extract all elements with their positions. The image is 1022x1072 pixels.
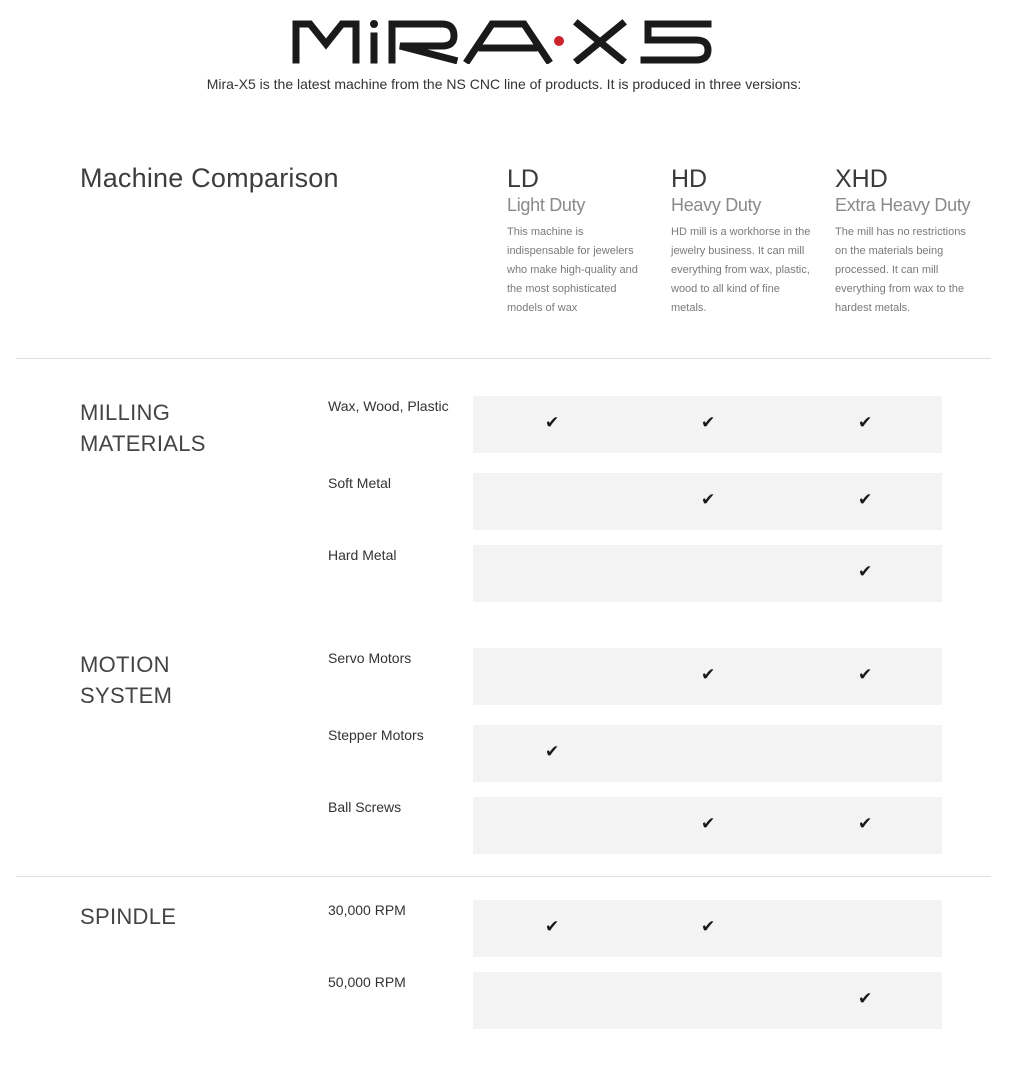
feature-label: 50,000 RPM (328, 974, 406, 990)
check-icon: ✔ (858, 490, 873, 510)
check-icon: ✔ (701, 665, 716, 685)
section-title-milling-materials: MILLING MATERIALS (80, 400, 206, 456)
feature-label: 30,000 RPM (328, 902, 406, 918)
model-full-name: Extra Heavy Duty (835, 195, 971, 215)
model-code: XHD (835, 165, 888, 193)
feature-label: Ball Screws (328, 799, 402, 815)
divider (16, 876, 991, 877)
check-icon: ✔ (858, 665, 873, 685)
feature-label: Hard Metal (328, 547, 397, 563)
check-icon: ✔ (858, 989, 873, 1009)
check-icon: ✔ (858, 413, 873, 433)
feature-label: Stepper Motors (328, 727, 424, 743)
comparison-row (473, 725, 942, 782)
model-ld (507, 166, 652, 318)
model-xhd (835, 166, 980, 318)
model-code: HD (671, 165, 708, 193)
check-icon: ✔ (545, 917, 560, 937)
model-full-name: Light Duty (507, 195, 586, 215)
mira-x5-logo (292, 16, 716, 64)
model-description: The mill has no restrictions on the materials being processed. It can mill everything from wax to the hardest metals. (835, 226, 966, 314)
check-icon: ✔ (858, 814, 873, 834)
model-full-name: Heavy Duty (671, 195, 762, 215)
section-title-motion-system: MOTION SYSTEM (80, 652, 173, 708)
feature-label: Wax, Wood, Plastic (328, 398, 449, 414)
model-description: This machine is indispensable for jewelers who make high-quality and the most sophisticated models of wax (507, 226, 638, 314)
check-icon: ✔ (701, 814, 716, 834)
divider (16, 358, 991, 359)
feature-label: Servo Motors (328, 650, 412, 666)
check-icon: ✔ (545, 742, 560, 762)
machine-comparison-title: Machine Comparison (80, 163, 339, 193)
check-icon: ✔ (701, 917, 716, 937)
intro-text: Mira-X5 is the latest machine from the NS CNC line of products. It is produced in three versions: (206, 76, 802, 92)
check-icon: ✔ (858, 562, 873, 582)
feature-label: Soft Metal (328, 475, 392, 491)
check-icon: ✔ (701, 490, 716, 510)
check-icon: ✔ (545, 413, 560, 433)
model-hd (671, 166, 816, 318)
section-title-spindle: SPINDLE (80, 904, 177, 929)
model-description: HD mill is a workhorse in the jewelry business. It can mill everything from wax, plastic, wood to all kind of fine metals. (671, 226, 811, 314)
check-icon: ✔ (701, 413, 716, 433)
model-code: LD (507, 165, 539, 193)
